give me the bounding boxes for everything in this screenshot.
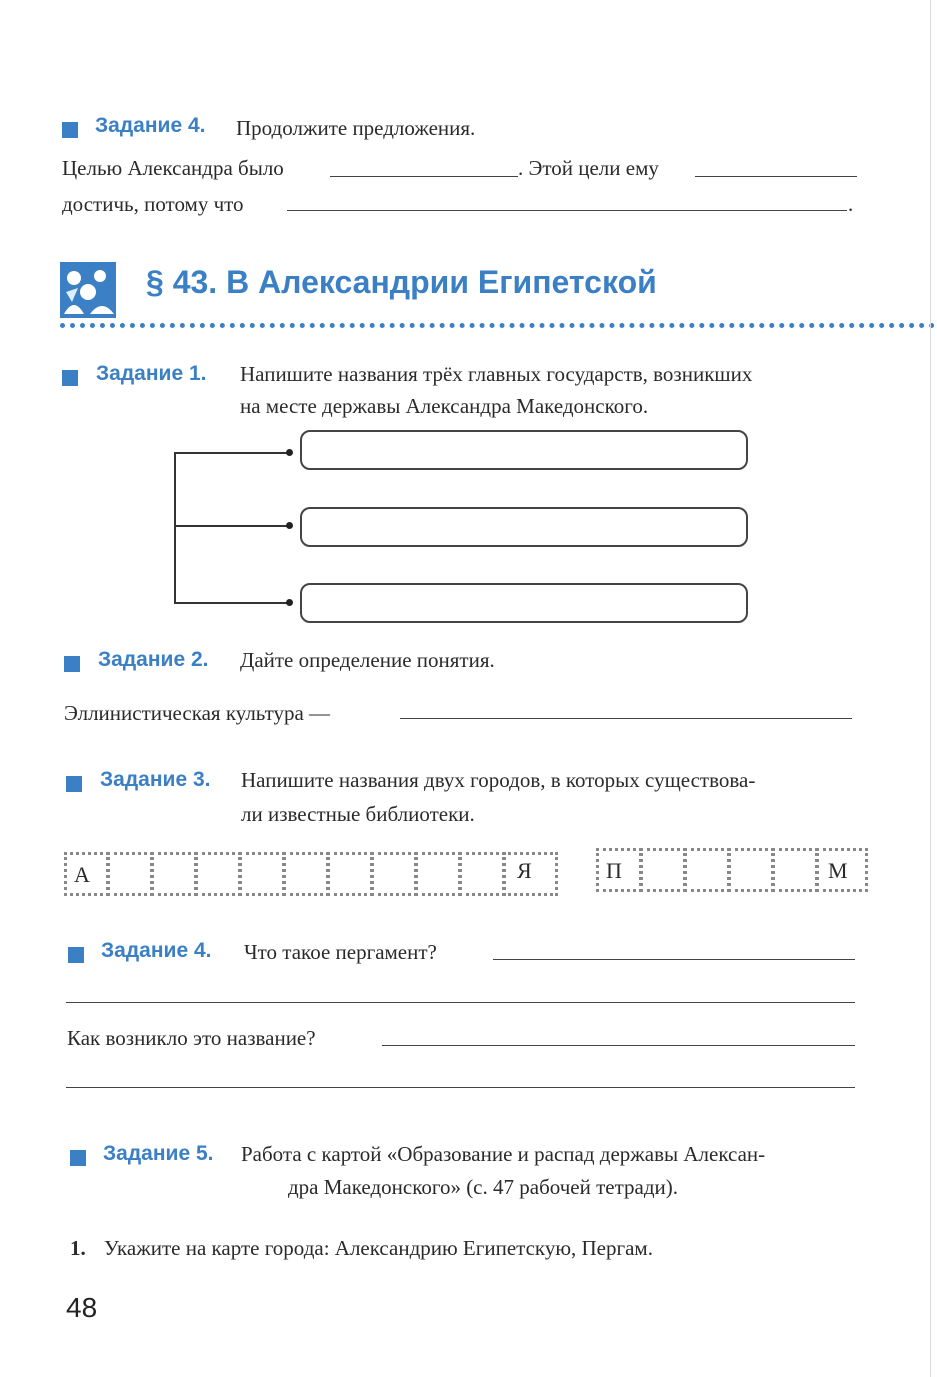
task-label: Задание 1. <box>96 362 207 385</box>
task-label: Задание 5. <box>103 1142 214 1165</box>
section-emblem-icon <box>60 262 116 318</box>
answer-line[interactable] <box>695 176 857 177</box>
sentence-middle: . Этой цели ему <box>518 156 659 180</box>
state-answer-box[interactable] <box>300 583 748 623</box>
section-title: § 43. В Александрии Египетской <box>146 264 657 300</box>
answer-line[interactable] <box>382 1045 855 1046</box>
letter-cell[interactable] <box>195 852 241 896</box>
letter-cell[interactable] <box>151 852 197 896</box>
task-text: Дайте определение понятия. <box>240 648 495 672</box>
task-label: Задание 4. <box>95 114 206 137</box>
task-label: Задание 2. <box>98 648 209 671</box>
question-text: Как возникло это название? <box>67 1026 316 1050</box>
task-text: ли известные библиотеки. <box>241 802 475 826</box>
task-marker <box>62 122 78 138</box>
answer-line[interactable] <box>330 176 518 177</box>
connector-dot <box>286 449 293 456</box>
answer-line[interactable] <box>66 1002 855 1003</box>
bracket-branch <box>174 525 290 527</box>
task-text: Работа с картой «Образование и распад державы Алексан- <box>241 1142 766 1166</box>
letter-cell[interactable] <box>728 848 774 892</box>
state-answer-box[interactable] <box>300 507 748 547</box>
question-text: Что такое пергамент? <box>244 940 437 964</box>
bracket-vertical <box>174 452 176 604</box>
task-marker <box>68 947 84 963</box>
letter-cell[interactable] <box>371 852 417 896</box>
answer-line[interactable] <box>400 718 852 719</box>
sentence-end: . <box>848 192 854 216</box>
task-marker <box>70 1150 86 1166</box>
task-label: Задание 3. <box>100 768 211 791</box>
answer-line[interactable] <box>66 1087 855 1088</box>
letter-cell[interactable] <box>640 848 686 892</box>
bracket-branch <box>174 602 290 604</box>
task-marker <box>64 656 80 672</box>
task-text: Напишите названия двух городов, в которых существова- <box>241 768 756 792</box>
task-text: дра Македонского» (с. 47 рабочей тетради). <box>288 1175 679 1199</box>
letter-cell[interactable] <box>684 848 730 892</box>
task-text: Напишите названия трёх главных государств, возникших <box>240 362 753 386</box>
task-text: на месте державы Александра Македонского. <box>240 394 649 418</box>
letter-hint: А <box>74 862 90 887</box>
task-marker <box>66 776 82 792</box>
letter-cell[interactable] <box>283 852 329 896</box>
state-answer-box[interactable] <box>300 430 748 470</box>
answer-line[interactable] <box>493 959 855 960</box>
page-number: 48 <box>66 1292 98 1323</box>
sentence-continuation: достичь, потому что <box>62 192 244 216</box>
letter-hint: Я <box>517 858 532 883</box>
letter-cell[interactable] <box>459 852 505 896</box>
item-text: Укажите на карте города: Александрию Египетскую, Пергам. <box>104 1236 653 1260</box>
letter-cell[interactable] <box>772 848 818 892</box>
item-number: 1. <box>70 1236 86 1260</box>
letter-hint: М <box>828 858 848 883</box>
task-instruction: Продолжите предложения. <box>236 116 476 140</box>
connector-dot <box>286 522 293 529</box>
page-edge <box>930 0 931 1377</box>
connector-dot <box>286 599 293 606</box>
letter-cell[interactable] <box>415 852 461 896</box>
letter-hint: П <box>606 858 622 883</box>
letter-cell[interactable] <box>107 852 153 896</box>
task-marker <box>62 370 78 386</box>
sentence-start: Целью Александра было <box>62 156 284 180</box>
letter-cell[interactable] <box>239 852 285 896</box>
task-label: Задание 4. <box>101 939 212 962</box>
definition-term: Эллинистическая культура — <box>64 701 331 725</box>
letter-cell[interactable] <box>327 852 373 896</box>
answer-line[interactable] <box>287 210 847 211</box>
bracket-branch <box>174 452 290 454</box>
section-divider <box>60 323 935 328</box>
